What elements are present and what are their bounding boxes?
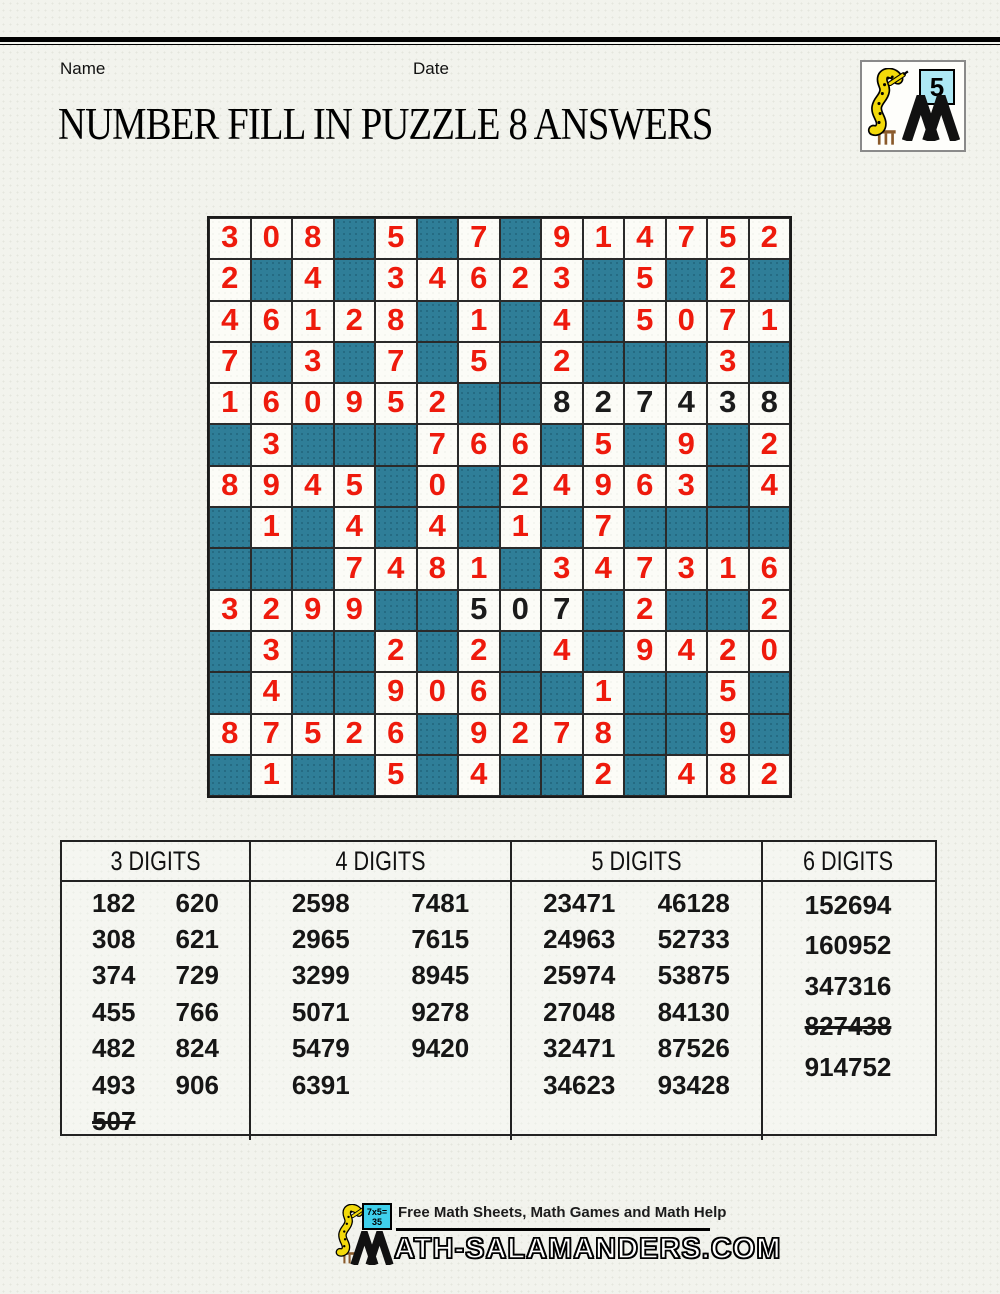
grid-cell: 4	[417, 507, 459, 548]
grid-cell-blocked	[500, 631, 542, 672]
grid-cell: 6	[251, 383, 293, 424]
clue-number: 729	[175, 960, 219, 991]
grid-cell: 9	[541, 218, 583, 259]
grid-cell-blocked	[251, 259, 293, 300]
grid-cell: 5	[624, 301, 666, 342]
m-logo-icon	[349, 1231, 395, 1270]
grid-cell: 4	[666, 631, 708, 672]
clue-column-body	[251, 880, 510, 1103]
grid-cell-blocked	[292, 548, 334, 589]
grid-cell: 4	[666, 755, 708, 796]
grid-cell: 6	[624, 466, 666, 507]
clue-column-body	[62, 880, 249, 1140]
grid-cell: 7	[209, 342, 251, 383]
grid-cell-blocked	[417, 755, 459, 796]
top-rule-thick	[0, 37, 1000, 42]
clue-column-header: 5 DIGITS	[591, 845, 682, 876]
grid-cell: 4	[251, 672, 293, 713]
grid-cell-blocked	[749, 714, 791, 755]
grid-cell-blocked	[375, 590, 417, 631]
grid-cell: 2	[749, 424, 791, 465]
grid-cell: 3	[292, 342, 334, 383]
clue-column	[763, 842, 933, 1140]
grid-cell: 2	[541, 342, 583, 383]
clue-number: 93428	[657, 1069, 730, 1100]
grid-cell-blocked	[624, 714, 666, 755]
site-wordmark: ATH-SALAMANDERS.COM	[394, 1233, 782, 1265]
grid-cell-blocked	[749, 672, 791, 713]
grid-cell: 5	[292, 714, 334, 755]
grid-cell: 5	[375, 383, 417, 424]
grid-cell: 4	[292, 259, 334, 300]
grid-cell-blocked	[624, 672, 666, 713]
grid-cell: 2	[624, 590, 666, 631]
grid-cell-blocked	[417, 342, 459, 383]
grid-cell: 2	[707, 259, 749, 300]
grid-cell: 0	[251, 218, 293, 259]
puzzle-grid	[207, 216, 792, 798]
board-equation: 7x5=	[366, 1207, 388, 1217]
grid-cell-blocked	[541, 672, 583, 713]
grid-cell: 8	[583, 714, 625, 755]
grid-cell: 7	[666, 218, 708, 259]
grid-cell: 1	[209, 383, 251, 424]
grid-cell: 9	[292, 590, 334, 631]
clue-number: 2598	[291, 887, 350, 918]
clue-row	[62, 921, 249, 957]
clue-number: 374	[92, 960, 136, 991]
clue-row	[512, 885, 761, 921]
grid-cell: 1	[583, 672, 625, 713]
grid-cell: 9	[707, 714, 749, 755]
grid-cell-blocked	[292, 507, 334, 548]
name-label: Name	[60, 59, 106, 78]
grid-cell-blocked	[375, 424, 417, 465]
grid-cell: 2	[209, 259, 251, 300]
grid-cell: 6	[251, 301, 293, 342]
clue-row	[62, 885, 249, 921]
grid-cell: 8	[292, 218, 334, 259]
grid-cell-blocked	[541, 424, 583, 465]
clue-row	[62, 994, 249, 1030]
grid-cell-blocked	[209, 755, 251, 796]
grid-cell: 7	[417, 424, 459, 465]
clue-number: 23471	[543, 887, 616, 918]
clue-column	[512, 842, 763, 1140]
grid-cell: 8	[417, 548, 459, 589]
grid-cell: 2	[707, 631, 749, 672]
grid-cell: 1	[707, 548, 749, 589]
grid-cell: 3	[541, 259, 583, 300]
grid-cell: 4	[749, 466, 791, 507]
grid-cell-blocked	[334, 259, 376, 300]
grid-cell: 2	[500, 714, 542, 755]
grid-cell: 4	[209, 301, 251, 342]
grid-cell: 4	[624, 218, 666, 259]
grid-cell: 7	[707, 301, 749, 342]
clue-number: 3299	[291, 960, 350, 991]
chalkboard-icon	[362, 1203, 392, 1230]
clue-column-header: 6 DIGITS	[802, 845, 894, 876]
grid-cell: 7	[541, 590, 583, 631]
grid-cell-blocked	[707, 424, 749, 465]
grid-cell: 2	[583, 383, 625, 424]
clue-number: 621	[175, 924, 219, 955]
grid-cell: 4	[292, 466, 334, 507]
grid-cell: 7	[251, 714, 293, 755]
clue-number: 493	[92, 1069, 136, 1100]
clue-row	[251, 958, 510, 994]
grid-cell: 8	[749, 383, 791, 424]
grid-cell: 2	[334, 714, 376, 755]
clue-number: 182	[92, 887, 136, 918]
grid-cell: 3	[251, 424, 293, 465]
grid-cell: 2	[583, 755, 625, 796]
clue-number: 52733	[657, 924, 730, 955]
grid-cell: 7	[375, 342, 417, 383]
grid-cell: 4	[541, 301, 583, 342]
grid-cell: 3	[707, 342, 749, 383]
clue-column-body	[512, 880, 761, 1103]
grid-cell-blocked	[292, 672, 334, 713]
grid-cell-blocked	[458, 466, 500, 507]
clue-number: 5479	[291, 1033, 350, 1064]
clue-number: 9278	[411, 996, 470, 1027]
grid-cell: 4	[541, 631, 583, 672]
grid-cell: 2	[417, 383, 459, 424]
clue-number: 347316	[804, 970, 892, 1001]
grid-cell: 2	[334, 301, 376, 342]
clue-number: 160952	[804, 930, 892, 961]
grid-cell-blocked	[500, 301, 542, 342]
grid-cell-blocked	[251, 342, 293, 383]
grid-cell-blocked	[500, 383, 542, 424]
grid-cell: 5	[375, 755, 417, 796]
clue-number: 87526	[657, 1033, 730, 1064]
grid-cell: 7	[458, 218, 500, 259]
grid-cell-blocked	[749, 342, 791, 383]
clue-row	[763, 926, 933, 967]
grid-cell-blocked	[500, 672, 542, 713]
clue-row	[512, 958, 761, 994]
grid-cell-blocked	[500, 548, 542, 589]
grid-cell: 9	[334, 383, 376, 424]
grid-cell-blocked	[417, 590, 459, 631]
grid-cell-blocked	[209, 548, 251, 589]
grid-cell: 2	[749, 590, 791, 631]
grid-cell: 1	[251, 755, 293, 796]
grid-cell: 9	[251, 466, 293, 507]
clue-row	[251, 994, 510, 1030]
date-label: Date	[413, 59, 449, 78]
clue-number: 2965	[291, 924, 350, 955]
clue-number: 152694	[804, 889, 892, 920]
grid-cell-blocked	[458, 507, 500, 548]
clue-row	[62, 1103, 249, 1139]
grid-cell: 5	[334, 466, 376, 507]
grid-cell-blocked	[334, 218, 376, 259]
grid-cell: 0	[292, 383, 334, 424]
grid-cell-blocked	[209, 631, 251, 672]
clue-number: 27048	[543, 996, 616, 1027]
grid-cell: 0	[417, 466, 459, 507]
grid-cell-blocked	[500, 755, 542, 796]
grid-cell: 0	[417, 672, 459, 713]
grid-cell-blocked	[458, 383, 500, 424]
clue-number: 824	[175, 1033, 219, 1064]
grid-cell-blocked	[541, 755, 583, 796]
grid-cell: 6	[749, 548, 791, 589]
clue-row	[62, 1031, 249, 1067]
board-answer: 35	[371, 1217, 382, 1227]
clue-number: 46128	[657, 887, 730, 918]
grid-cell-blocked	[541, 507, 583, 548]
grid-cell: 8	[541, 383, 583, 424]
clue-number: 53875	[657, 960, 730, 991]
grid-cell: 9	[624, 631, 666, 672]
grid-cell: 1	[458, 301, 500, 342]
clue-column	[251, 842, 512, 1140]
grid-cell: 4	[458, 755, 500, 796]
grid-cell: 4	[417, 259, 459, 300]
grid-cell-blocked	[209, 507, 251, 548]
clue-number: 766	[175, 996, 219, 1027]
grid-cell: 1	[292, 301, 334, 342]
clue-row	[62, 958, 249, 994]
grid-cell-blocked	[500, 218, 542, 259]
clue-number: 482	[92, 1033, 136, 1064]
grid-cell: 3	[251, 631, 293, 672]
clue-row	[251, 1031, 510, 1067]
grid-cell-blocked	[583, 301, 625, 342]
clue-number: 827438	[804, 1011, 892, 1042]
clue-number: 32471	[543, 1033, 616, 1064]
grid-cell: 6	[458, 259, 500, 300]
clue-row	[62, 1067, 249, 1103]
grid-cell: 5	[624, 259, 666, 300]
grid-cell: 3	[375, 259, 417, 300]
grid-cell-blocked	[209, 424, 251, 465]
grid-cell: 7	[624, 383, 666, 424]
clue-row	[251, 1067, 510, 1103]
grid-cell: 8	[209, 714, 251, 755]
grid-cell: 2	[500, 466, 542, 507]
clue-row	[512, 921, 761, 957]
grid-cell: 7	[624, 548, 666, 589]
grid-cell-blocked	[707, 466, 749, 507]
grid-cell: 3	[209, 218, 251, 259]
clue-number: 8945	[411, 960, 470, 991]
clue-row	[763, 1047, 933, 1088]
grid-cell: 1	[500, 507, 542, 548]
grid-cell: 6	[458, 672, 500, 713]
grid-cell: 9	[334, 590, 376, 631]
grid-cell: 5	[707, 672, 749, 713]
clue-column-header: 4 DIGITS	[335, 845, 426, 876]
grid-cell: 0	[500, 590, 542, 631]
grid-cell: 2	[500, 259, 542, 300]
grid-cell-blocked	[707, 507, 749, 548]
grid-cell: 5	[458, 590, 500, 631]
grid-cell: 6	[458, 424, 500, 465]
grid-cell: 1	[749, 301, 791, 342]
grid-cell: 2	[251, 590, 293, 631]
clue-row	[251, 921, 510, 957]
grid-cell-blocked	[624, 507, 666, 548]
grid-cell: 9	[583, 466, 625, 507]
grid-cell-blocked	[375, 466, 417, 507]
grid-cell: 6	[375, 714, 417, 755]
clue-number: 34623	[543, 1069, 616, 1100]
grid-cell: 5	[707, 218, 749, 259]
clue-row	[512, 1031, 761, 1067]
grid-cell-blocked	[292, 424, 334, 465]
grid-cell: 4	[666, 383, 708, 424]
grid-cell: 3	[707, 383, 749, 424]
clue-row	[763, 885, 933, 926]
grid-cell-blocked	[666, 590, 708, 631]
grid-cell-blocked	[624, 342, 666, 383]
grid-cell: 9	[458, 714, 500, 755]
clue-row	[512, 1067, 761, 1103]
clue-column	[62, 842, 251, 1140]
grid-cell: 2	[375, 631, 417, 672]
grid-cell: 7	[541, 714, 583, 755]
grid-cell-blocked	[292, 755, 334, 796]
clue-number: 5071	[291, 996, 350, 1027]
footer-rule	[396, 1228, 710, 1231]
grid-cell-blocked	[375, 507, 417, 548]
clue-number: 620	[175, 887, 219, 918]
grid-cell-blocked	[209, 672, 251, 713]
grid-cell-blocked	[334, 424, 376, 465]
grid-cell-blocked	[334, 342, 376, 383]
clue-column-body	[763, 880, 933, 1088]
grid-cell-blocked	[334, 755, 376, 796]
grid-cell-blocked	[334, 672, 376, 713]
worksheet-badge	[860, 60, 966, 152]
clue-number: 308	[92, 924, 136, 955]
page-title: NUMBER FILL IN PUZZLE 8 ANSWERS	[58, 99, 713, 149]
clue-number: 9420	[411, 1033, 470, 1064]
grid-cell-blocked	[417, 631, 459, 672]
grid-cell-blocked	[749, 507, 791, 548]
clue-number: 906	[175, 1069, 219, 1100]
clue-row	[251, 885, 510, 921]
grid-cell-blocked	[292, 631, 334, 672]
grid-cell: 8	[707, 755, 749, 796]
clue-number: 507	[92, 1106, 136, 1137]
clue-number: 455	[92, 996, 136, 1027]
grid-cell: 4	[375, 548, 417, 589]
grid-cell: 9	[375, 672, 417, 713]
top-rule-thin	[0, 44, 1000, 45]
grid-cell: 5	[375, 218, 417, 259]
grid-cell-blocked	[666, 259, 708, 300]
clue-column-header: 3 DIGITS	[110, 845, 201, 876]
grid-cell: 5	[583, 424, 625, 465]
grid-cell: 1	[251, 507, 293, 548]
grid-cell-blocked	[251, 548, 293, 589]
grid-cell: 1	[583, 218, 625, 259]
grid-cell: 4	[541, 466, 583, 507]
grid-cell-blocked	[583, 259, 625, 300]
grid-cell-blocked	[666, 672, 708, 713]
grid-cell-blocked	[624, 424, 666, 465]
clue-table	[60, 840, 937, 1136]
grid-cell: 5	[458, 342, 500, 383]
grid-cell: 0	[749, 631, 791, 672]
grid-cell: 4	[334, 507, 376, 548]
grid-cell: 7	[334, 548, 376, 589]
grid-cell-blocked	[707, 590, 749, 631]
clue-row	[763, 966, 933, 1007]
grid-cell: 7	[583, 507, 625, 548]
grid-cell-blocked	[583, 631, 625, 672]
grid-cell-blocked	[583, 590, 625, 631]
grid-cell-blocked	[624, 755, 666, 796]
grid-cell-blocked	[417, 218, 459, 259]
clue-row	[512, 994, 761, 1030]
grid-cell: 3	[541, 548, 583, 589]
grid-cell: 4	[583, 548, 625, 589]
badge-number: 5	[929, 71, 945, 102]
clue-number: 84130	[657, 996, 730, 1027]
grid-cell: 2	[749, 755, 791, 796]
grid-cell: 1	[458, 548, 500, 589]
clue-number: 24963	[543, 924, 616, 955]
clue-number: 7615	[411, 924, 470, 955]
grid-cell-blocked	[666, 507, 708, 548]
footer-tagline: Free Math Sheets, Math Games and Math Help	[398, 1204, 727, 1221]
grid-cell: 2	[749, 218, 791, 259]
grid-cell: 8	[209, 466, 251, 507]
clue-number: 6391	[291, 1069, 350, 1100]
clue-number: 7481	[411, 887, 470, 918]
grid-cell-blocked	[666, 714, 708, 755]
grid-cell-blocked	[334, 631, 376, 672]
clue-number: 914752	[804, 1051, 892, 1082]
grid-cell: 3	[666, 548, 708, 589]
grid-cell-blocked	[666, 342, 708, 383]
grid-cell: 8	[375, 301, 417, 342]
grid-cell: 9	[666, 424, 708, 465]
grid-cell: 3	[666, 466, 708, 507]
grid-cell: 6	[500, 424, 542, 465]
grid-cell-blocked	[417, 301, 459, 342]
grid-cell: 0	[666, 301, 708, 342]
grid-cell-blocked	[583, 342, 625, 383]
grid-cell: 3	[209, 590, 251, 631]
grid-cell-blocked	[500, 342, 542, 383]
grid-cell-blocked	[417, 714, 459, 755]
grid-cell-blocked	[749, 259, 791, 300]
grid-cell: 2	[458, 631, 500, 672]
clue-number: 25974	[543, 960, 616, 991]
m-logo-icon	[902, 95, 960, 146]
clue-row	[763, 1007, 933, 1048]
